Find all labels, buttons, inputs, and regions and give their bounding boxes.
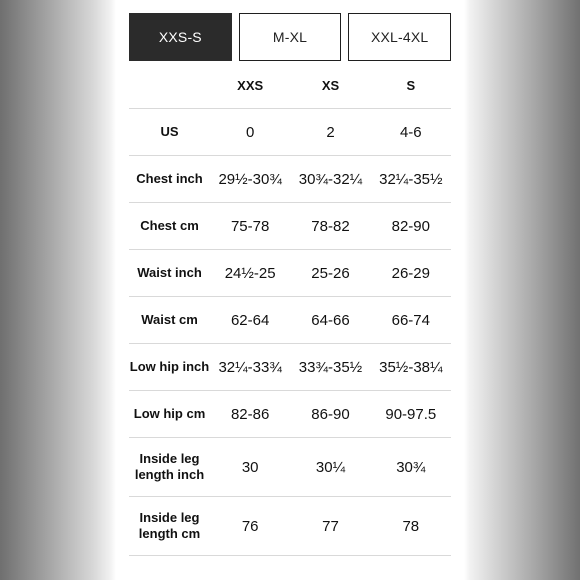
- table-row: [129, 497, 451, 556]
- table-cell: 4-6: [399, 123, 422, 141]
- table-cell: 76: [241, 517, 259, 535]
- row-label: US: [160, 124, 179, 140]
- table-cell: 30: [241, 458, 259, 476]
- row-label: Inside leg length inch: [134, 451, 205, 482]
- table-cell: 26-29: [391, 264, 430, 282]
- table-cell: 33¾-35½: [298, 358, 363, 376]
- table-row: [129, 344, 451, 391]
- row-label: Inside leg length cm: [138, 510, 201, 541]
- table-cell: 82-86: [230, 405, 270, 423]
- table-row: [129, 250, 451, 297]
- table-cell: 30¼: [315, 458, 346, 476]
- table-cell: 29½-30¾: [218, 170, 282, 188]
- table-cell: 32¼-33¾: [218, 358, 282, 376]
- column-header: XS: [321, 78, 340, 93]
- table-cell: 62-64: [230, 311, 270, 329]
- table-cell: 90-97.5: [385, 405, 437, 423]
- table-cell: 30¾-32¼: [298, 170, 363, 188]
- table-cell: 86-90: [311, 405, 350, 423]
- table-cell: 24½-25: [224, 264, 276, 282]
- row-label: Chest cm: [140, 218, 199, 234]
- table-cell: 75-78: [230, 217, 270, 235]
- column-header: XXS: [237, 78, 264, 93]
- row-label: Waist cm: [141, 312, 198, 328]
- table-cell: 25-26: [311, 264, 350, 282]
- table-cell: 78: [402, 517, 420, 535]
- table-cell: 2: [326, 123, 335, 141]
- tab-xxs-s[interactable]: XXS-S: [129, 13, 232, 61]
- tab-xxl-4xl[interactable]: XXL-4XL: [348, 13, 451, 61]
- table-row: [129, 203, 451, 250]
- table-header-row: [129, 63, 451, 109]
- table-cell: 32¼-35½: [379, 170, 443, 188]
- table-cell: 0: [245, 123, 255, 141]
- table-row: [129, 109, 451, 156]
- row-label: Waist inch: [137, 265, 202, 281]
- table-cell: 78-82: [311, 217, 350, 235]
- row-label: Low hip inch: [129, 359, 210, 375]
- table-row: [129, 438, 451, 497]
- table-cell: 30¾: [396, 458, 426, 476]
- table-cell: 66-74: [391, 311, 430, 329]
- row-label: Low hip cm: [133, 406, 206, 422]
- table-cell: 64-66: [311, 311, 350, 329]
- size-chart-table: [129, 63, 451, 556]
- column-header: S: [406, 78, 416, 93]
- table-row: [129, 391, 451, 438]
- table-cell: 35½-38¼: [379, 358, 443, 376]
- row-label: Chest inch: [136, 171, 203, 187]
- table-cell: 77: [322, 517, 339, 535]
- table-row: [129, 297, 451, 344]
- table-row: [129, 156, 451, 203]
- tab-m-xl[interactable]: M-XL: [239, 13, 342, 61]
- size-range-tabs: [129, 13, 451, 65]
- size-guide-panel: [116, 0, 464, 580]
- table-cell: 82-90: [391, 217, 430, 235]
